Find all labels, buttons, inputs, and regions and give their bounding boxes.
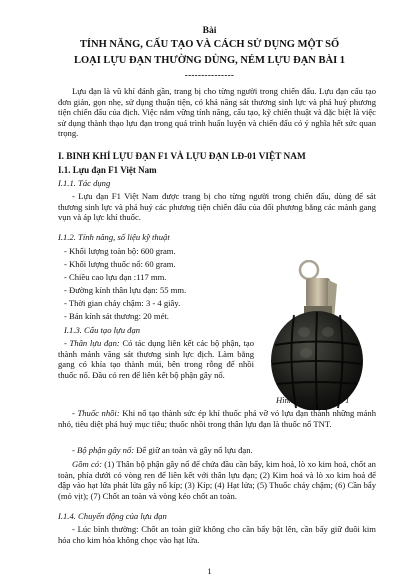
thuoc-nhoi-text: Khi nổ tạo thành sức ép khí thuốc phá vỡ vỏ lựu đạn thành những mảnh nhỏ, tiêu diệt phá huỷ mục tiêu; thuốc nhồi trong thân lựu đạn là thuốc nổ TNT.	[58, 408, 376, 429]
bo-phan-gay-no-paragraph	[58, 445, 376, 456]
spec-item: - Thời gian cháy chậm: 3 - 4 giây.	[64, 298, 181, 308]
grenade-f1-image	[262, 260, 370, 410]
heading-I12: I.1.2. Tính năng, số liệu kỹ thuật	[58, 232, 170, 242]
spec-item: - Bán kính sát thương: 20 mét.	[64, 311, 169, 321]
heading-section-I: I. BINH KHÍ LỰU ĐẠN F1 VÀ LỰU ĐẠN LĐ-01 VIỆT NAM	[58, 152, 306, 162]
title-line-2: LOẠI LỰU ĐẠN THƯỜNG DÙNG, NÉM LỰU ĐẠN BÀI 1	[73, 55, 346, 66]
figure-caption: Hình 13: Lựu đạn F1	[276, 395, 350, 405]
gom-co-text: (1) Thân bộ phận gây nổ để chứa đầu cần bẩy, kim hoả, lò xo kim hoả, chốt an toàn, phía dưới có vòng ren để liên kết với thân lựu đạn; (2) Kim hoả và lò xo kim hoả để đập vào hạt lửa phát lửa gây nổ kíp; (3) Kíp; (4) Hạt lửa; (5) Thuốc cháy chậm; (6) Cần bẩy (mỏ vịt); (7) Chốt an toàn và vòng kéo chốt an toàn.	[58, 459, 376, 501]
spec-item: - Chiều cao lựu đạn :117 mm.	[64, 272, 167, 282]
page-number: 1	[207, 566, 212, 576]
spec-item: - Khối lượng thuốc nổ: 60 gram.	[64, 259, 176, 269]
spec-item: - Đường kính thân lựu đạn: 55 mm.	[64, 285, 187, 295]
title-line-1: TÍNH NĂNG, CẤU TẠO VÀ CÁCH SỬ DỤNG MỘT SỐ	[79, 39, 340, 50]
heading-I1: I.1. Lựu đạn F1 Việt Nam	[58, 165, 157, 175]
spec-item: - Khối lượng toàn bộ: 600 gram.	[64, 246, 176, 256]
spec-list	[64, 246, 264, 324]
thuoc-nhoi-paragraph	[58, 408, 376, 429]
lesson-label: Bài	[202, 26, 217, 36]
gom-co-paragraph	[58, 459, 376, 501]
than-luu-dan-label: - Thân lựu đạn:	[64, 338, 120, 348]
than-luu-dan-text: Có tác dụng liên kết các bộ phận, tạo thành mảnh văng sát thương sinh lực địch. Làm bằng gang có khía tạo thành múi, bên trong rỗng để nhồi thuốc nổ. Đầu có ren để liên kết bộ phận gây nổ.	[58, 338, 255, 380]
bo-phan-gay-no-label: - Bộ phận gây nổ:	[72, 445, 135, 455]
bo-phan-gay-no-text: Để giữ an toàn và gây nổ lựu đạn.	[134, 445, 253, 455]
intro-paragraph: Lựu đạn là vũ khí đánh gần, trang bị cho từng người trong chiến đấu. Lựu đạn cấu tạo đơn giản, gọn nhẹ, sử dụng thuận tiện, có khả năng sát thương sinh lực và phá huỷ phương tiện chiến đấu của địch. Việc nắm vững tính năng, cấu tạo, kỹ chiến thuật và đặc biệt là việc sử dụng thành thạo lựu đạn trong quá trình huấn luyện và chiến đấu có ý nghĩa hết sức quan trọng.	[58, 86, 376, 139]
than-luu-dan-paragraph	[58, 338, 254, 380]
title-separator: ---------------	[184, 70, 235, 80]
heading-I11: I.1.1. Tác dụng	[58, 178, 111, 188]
gom-co-label: Gồm có:	[72, 459, 102, 469]
heading-I13: I.1.3. Cấu tạo lựu đạn	[64, 325, 141, 335]
tac-dung-paragraph: - Lựu đạn F1 Việt Nam được trang bị cho từng người trong chiến đấu, dùng để sát thương sinh lực và phá huỷ các phương tiện chiến đấu của đối phương bằng các mảnh gang vụn và áp lực khí thuốc.	[58, 191, 376, 223]
heading-I14: I.1.4. Chuyển động của lựu đạn	[58, 511, 167, 521]
thuoc-nhoi-label: - Thuốc nhồi:	[72, 408, 120, 418]
chuyen-dong-paragraph: - Lúc bình thường: Chốt an toàn giữ không cho cần bẩy bật lên, cần bẩy giữ đuôi kim hỏa cho kim hỏa không chọc vào hạt lửa.	[58, 524, 376, 545]
